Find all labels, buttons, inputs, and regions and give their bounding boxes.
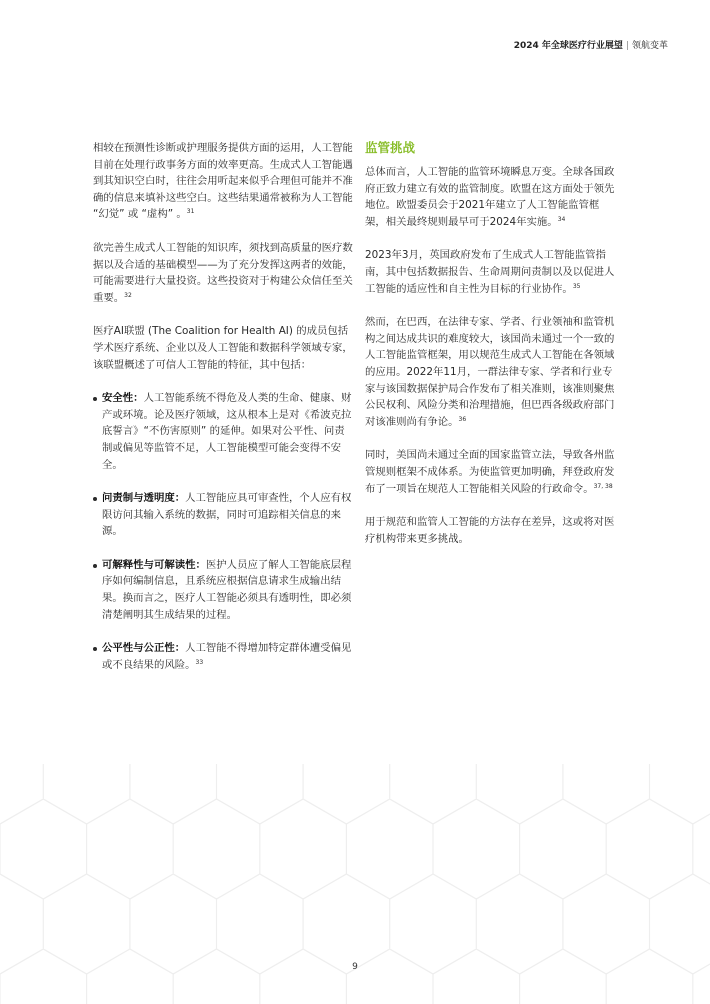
footnote-ref[interactable]: 32 [124,291,132,299]
left-column [93,140,355,690]
list-item: 可解释性与可解读性：医护人员应了解人工智能底层程序如何编制信息，且系统应根据信息请求生成输出结果。换而言之，医疗人工智能必须具有透明性，即必须清楚阐明其生成结果的过程。 [93,557,355,623]
paragraph: 欲完善生成式人工智能的知识库，须找到高质量的医疗数据以及合适的基础模型——为了充分发挥这两者的效能，可能需要进行大量投资。这些投资对于构建公众信任至关重要。$^{32}$ [93,241,353,304]
paragraph: 总体而言，人工智能的监管环境瞬息万变。全球各国政府正致力建立有效的监管制度。欧盟在这方面处于领先地位。欧盟委员会于2021年建立了人工智能监管框架，相关最终规则最早可于2024年实施。$^{34}$ [365,166,615,228]
paragraph: 用于规范和监管人工智能的方法存在差异，这或将对医疗机构带来更多挑战。 [365,516,615,545]
list-item: 问责制与透明度：人工智能应具可审查性，个人应有权限访问其输入系统的数据，同时可追踪相关信息的来源。 [93,490,355,540]
report-subtitle: 领航变革 [631,41,668,51]
paragraph: 相较在预测性诊断或护理服务提供方面的运用，人工智能目前在处理行政事务方面的效率更高。生成式人工智能遇到其知识空白时，往往会用听起来似乎合理但可能并不准确的信息来填补这些空白。这些结果通常被称为人工智能 “幻觉” 或 “虚构” 。$^{31}$ [93,142,353,221]
paragraph: 然而，在巴西，在法律专家、学者、行业领袖和监管机构之间达成共识的难度较大，该国尚未通过一个一致的人工智能监管框架，用以规范生成式人工智能在各领域的应用。2022年11月，一群法律专家、学者和行业专家与该国数据保护局合作发布了相关准则，该准则聚焦公民权利、风险分类和治理措施，但巴西各级政府部门对该准则尚有争论。$^{36}$ [365,316,615,428]
page-number: 9 [352,962,358,972]
paragraph: 同时，美国尚未通过全面的国家监管立法，导致各州监管规则框架不成体系。为使监管更加明确，拜登政府发布了一项旨在规范人工智能相关风险的行政命令。$^{37, 38}$ [365,449,615,495]
footnote-ref[interactable]: 37, 38 [593,482,613,490]
footnote-ref[interactable]: 31 [186,208,195,216]
list-item: 公平性与公正性：人工智能不得增加特定群体遭受偏见或不良结果的风险。$^{33}$ [93,640,355,673]
page-header [514,38,668,51]
list-item: 安全性：人工智能系统不得危及人类的生命、健康、财产或环境。论及医疗领域，这从根本上是对《希波克拉底誓言》“不伤害原则” 的延伸。如果对公平性、问责制或偏见等监管不足，人工智能模型可能会变得不安全。 [93,390,355,473]
report-title: 2024 年全球医疗行业展望 [513,41,623,51]
trustworthy-ai-list [93,390,355,673]
header-separator: | [625,41,629,51]
footnote-ref[interactable]: 33 [195,658,204,666]
paragraph: 医疗AI联盟 (The Coalition for Health AI) 的成员包括学术医疗系统、企业以及人工智能和数据科学领域专家，该联盟概述了可信人工智能的特征，其中包括： [93,325,353,371]
footnote-ref[interactable]: 35 [572,282,581,290]
footnote-ref[interactable]: 34 [557,215,566,223]
section-heading: 监管挑战 [365,140,416,155]
footnote-ref[interactable]: 36 [458,415,467,423]
paragraph: 2023年3月，英国政府发布了生成式人工智能监管指南，其中包括数据报告、生命周期问责制以及以促进人工智能的适应性和自主性为目标的行业协作。$^{35}$ [365,249,615,295]
right-column [365,140,617,564]
